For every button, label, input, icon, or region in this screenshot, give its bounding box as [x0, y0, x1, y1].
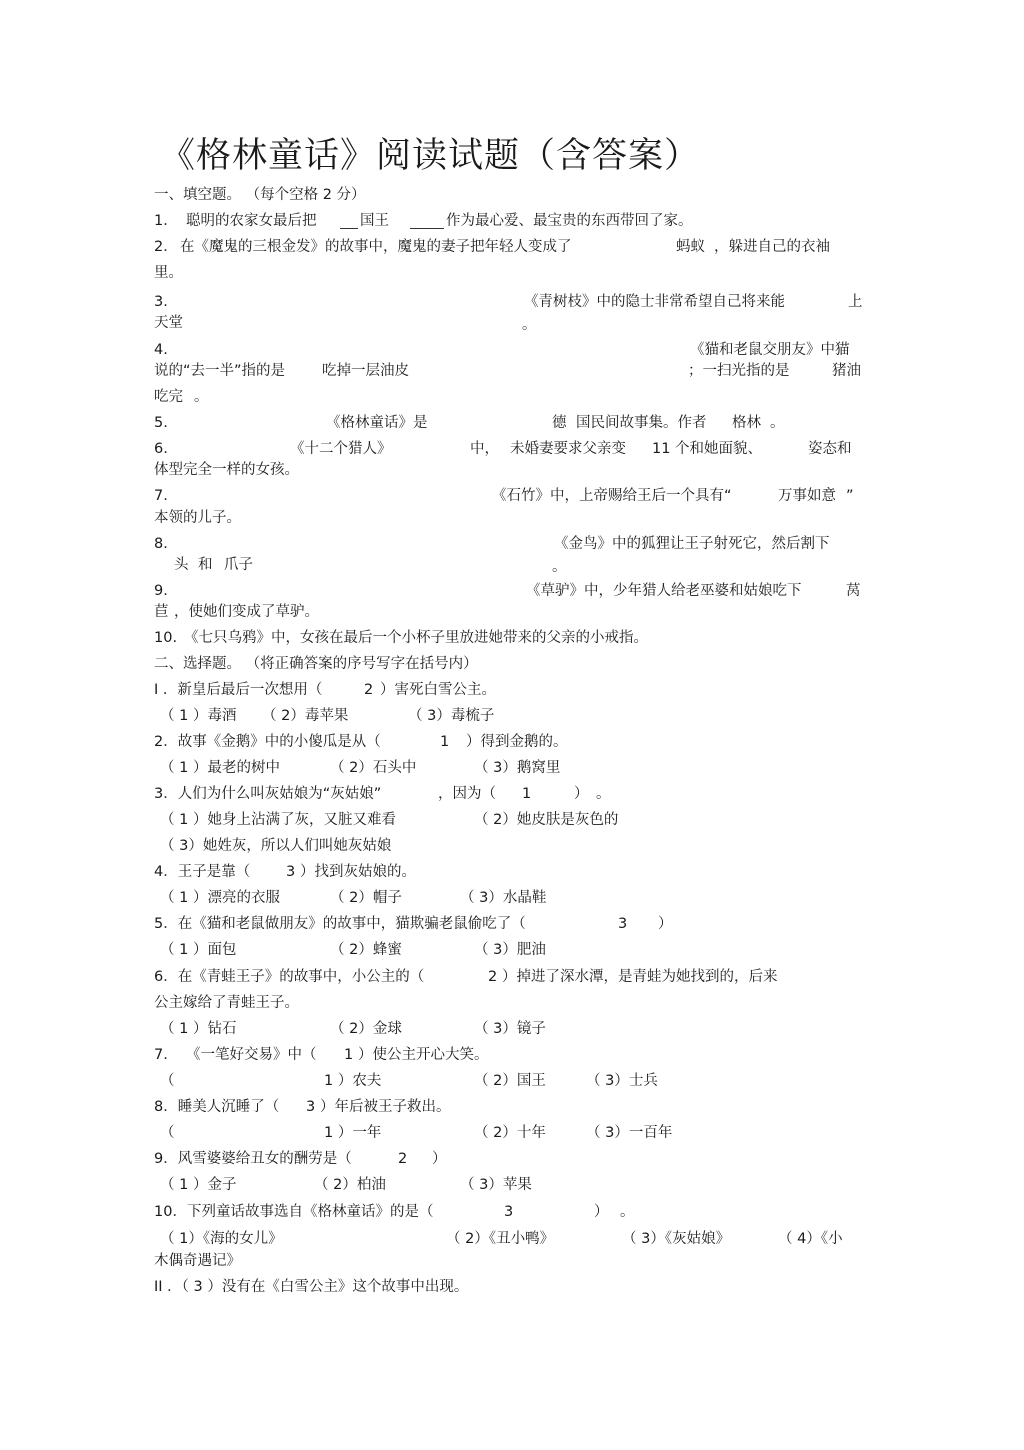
- question-text: ）掉进了深水潭，是青蛙为她找到的，后来: [502, 969, 778, 985]
- option: （ 1）《海的女儿》: [160, 1231, 283, 1247]
- option: （ 1 ）钻石: [160, 1021, 237, 1037]
- option: （ 1 ）她身上沾满了灰，又脏又难看: [160, 812, 396, 828]
- option: （ 1 ）金子: [160, 1177, 237, 1193]
- answer-text: 1: [522, 786, 532, 802]
- punctuation: 。: [620, 1204, 635, 1220]
- question-text: 6．在《青蛙王子》的故事中，小公主的（: [154, 969, 425, 985]
- answer-text: 蚂蚁: [676, 239, 705, 255]
- question-text: ；一扫光指的是: [688, 363, 790, 379]
- answer-text: 姿态和: [808, 441, 852, 457]
- option-continued: 木偶奇遇记》: [154, 1253, 241, 1269]
- option: （: [160, 1073, 175, 1089]
- option: （ 3）苹果: [460, 1177, 532, 1193]
- answer-text: 2: [364, 682, 374, 698]
- option: （ 3）一百年: [586, 1125, 673, 1141]
- question-text-continued: 本领的儿子。: [154, 510, 241, 526]
- answer-text: 苣: [154, 604, 169, 620]
- punctuation: 。: [552, 559, 567, 575]
- question-text: ）害死白雪公主。: [380, 682, 496, 698]
- question-number: 3.: [154, 294, 168, 310]
- question-text: ）: [432, 1151, 447, 1167]
- question-number: 7.: [154, 1047, 168, 1063]
- punctuation: 。: [194, 389, 209, 405]
- question-text: ，使她们变成了草驴。: [174, 604, 319, 620]
- answer-text: 3: [286, 864, 296, 880]
- question-number: 9.: [154, 583, 168, 599]
- option: （ 2）柏油: [314, 1177, 386, 1193]
- question-number: 5.: [154, 415, 168, 431]
- answer-text: 莴: [846, 583, 861, 599]
- question-text-continued: 体型完全一样的女孩。: [154, 462, 299, 478]
- question-text: 《格林童话》是: [326, 415, 428, 431]
- punctuation: 。: [596, 786, 611, 802]
- question-text: ）得到金鹅的。: [466, 734, 568, 750]
- option: （ 3）毒梳子: [408, 708, 495, 724]
- answer-text: 1: [344, 1047, 354, 1063]
- option: （ 2）十年: [474, 1125, 546, 1141]
- question-text: 作为最心爱、最宝贵的东西带回了家。: [446, 213, 693, 229]
- question-number: 4.: [154, 342, 168, 358]
- question-text: ）找到灰姑娘的。: [300, 864, 416, 880]
- blank-line: [410, 212, 444, 229]
- question-text: I ．新皇后最后一次想用（: [154, 682, 323, 698]
- option: 1 ）农夫: [324, 1073, 382, 1089]
- document-title: 《格林童话》阅读试题（含答案）: [160, 136, 701, 176]
- section-heading-multiple-choice: 二、选择题。 （将正确答案的序号写字在括号内）: [154, 656, 478, 672]
- answer-text: 猪油: [832, 363, 861, 379]
- option: 1 ）一年: [324, 1125, 382, 1141]
- question-text: 《草驴》中，少年猎人给老巫婆和姑娘吃下: [526, 583, 802, 599]
- answer-text: 3: [306, 1099, 316, 1115]
- answer-text: 头: [174, 557, 189, 573]
- question-text: 《猫和老鼠交朋友》中猫: [690, 342, 850, 358]
- option: （ 1 ）最老的树中: [160, 760, 280, 776]
- question-text: 聪明的农家女最后把: [186, 213, 317, 229]
- option: （ 4）《小: [778, 1231, 843, 1247]
- answer-text: 2: [398, 1151, 408, 1167]
- question-text: 3．人们为什么叫灰姑娘为“灰姑娘”: [154, 786, 382, 802]
- option: （ 1 ）毒酒: [160, 708, 237, 724]
- question-text: 说的“去一半”指的是: [154, 363, 286, 379]
- question-text: ）使公主开心大笑。: [358, 1047, 489, 1063]
- blank-line: [340, 212, 358, 229]
- section-heading-fill-blank: 一、填空题。 （每个空格 2 分）: [154, 187, 366, 203]
- answer-text: 国王: [360, 213, 389, 229]
- question-number: 7.: [154, 488, 168, 504]
- answer-text: 万事如意: [778, 488, 836, 504]
- question-text: 和: [198, 557, 213, 573]
- question-text: 5．在《猫和老鼠做朋友》的故事中，猫欺骗老鼠偷吃了（: [154, 916, 526, 932]
- option: （ 2）帽子: [330, 890, 402, 906]
- answer-text: 吃掉一层油皮: [322, 363, 409, 379]
- answer-text: 上: [848, 294, 863, 310]
- question-text: ）: [594, 1204, 609, 1220]
- answer-text: 吃完: [154, 389, 183, 405]
- option: （ 3）《灰姑娘》: [622, 1231, 731, 1247]
- question-text: 2．故事《金鹅》中的小傻瓜是从（: [154, 734, 381, 750]
- question-text: ，躲进自己的衣袖: [714, 239, 830, 255]
- question-number: 1．: [154, 213, 178, 229]
- question-text: 9．风雪婆婆给丑女的酬劳是（: [154, 1151, 352, 1167]
- option: （ 2）金球: [330, 1021, 402, 1037]
- option: （ 3）水晶鞋: [460, 890, 547, 906]
- question-text: 在《魔鬼的三根金发》的故事中，魔鬼的妻子把年轻人变成了: [180, 239, 572, 255]
- question-text: 未婚妻要求父亲变: [510, 441, 626, 457]
- question-text: ）年后被王子救出。: [320, 1099, 451, 1115]
- option: （: [160, 1125, 175, 1141]
- answer-text: 天堂: [154, 315, 183, 331]
- question-text: 《青树枝》中的隐士非常希望自己将来能: [524, 294, 785, 310]
- question-text: 10．下列童话故事选自《格林童话》的是（: [154, 1204, 434, 1220]
- question-text: 8．睡美人沉睡了（: [154, 1099, 280, 1115]
- question-text: 11 个和她面貌、: [652, 441, 763, 457]
- question-text: II ．（ 3 ）没有在《白雪公主》这个故事中出现。: [154, 1279, 469, 1295]
- punctuation: ”: [846, 488, 854, 504]
- question-text: 国民间故事集。作者: [576, 415, 707, 431]
- question-text: 《七只乌鸦》中，女孩在最后一个小杯子里放进她带来的父亲的小戒指。: [184, 630, 648, 646]
- punctuation: 。: [522, 317, 537, 333]
- question-text-continued: 公主嫁给了青蛙王子。: [154, 995, 299, 1011]
- question-text: 《金鸟》中的狐狸让王子射死它，然后割下: [554, 536, 830, 552]
- question-number: 6.: [154, 441, 168, 457]
- punctuation: 。: [770, 415, 785, 431]
- question-text: ）: [574, 786, 589, 802]
- answer-text: 3: [618, 916, 628, 932]
- option: （ 2）毒苹果: [262, 708, 349, 724]
- question-text: ）: [658, 916, 673, 932]
- option: （ 1 ）漂亮的衣服: [160, 890, 280, 906]
- option: （ 1 ）面包: [160, 942, 237, 958]
- question-text: 《一笔好交易》中（: [186, 1047, 317, 1063]
- option: （ 3）肥油: [474, 942, 546, 958]
- option: （ 3）镜子: [474, 1021, 546, 1037]
- answer-text: 格林: [732, 415, 761, 431]
- question-text: 《十二个猎人》: [290, 441, 392, 457]
- question-text: 中，: [470, 441, 499, 457]
- question-text: ，因为（: [438, 786, 496, 802]
- option: （ 3）她姓灰，所以人们叫她灰姑娘: [160, 838, 392, 854]
- answer-text: 爪子: [224, 557, 253, 573]
- answer-text: 2: [488, 969, 498, 985]
- question-text: 《石竹》中，上帝赐给王后一个具有“: [492, 488, 732, 504]
- option: （ 2）蜂蜜: [330, 942, 402, 958]
- answer-text: 3: [504, 1204, 514, 1220]
- option: （ 2）石头中: [330, 760, 417, 776]
- option: （ 2）国王: [474, 1073, 546, 1089]
- question-number: 2．: [154, 239, 178, 255]
- question-number: 10.: [154, 630, 178, 646]
- question-text-continued: 里。: [154, 265, 183, 281]
- question-number: 8.: [154, 536, 168, 552]
- question-text: 4．王子是靠（: [154, 864, 251, 880]
- answer-text: 德: [552, 415, 567, 431]
- answer-text: 1: [440, 734, 450, 750]
- option: （ 3）士兵: [586, 1073, 658, 1089]
- option: （ 2）《丑小鸭》: [446, 1231, 555, 1247]
- option: （ 3）鹅窝里: [474, 760, 561, 776]
- option: （ 2）她皮肤是灰色的: [474, 812, 619, 828]
